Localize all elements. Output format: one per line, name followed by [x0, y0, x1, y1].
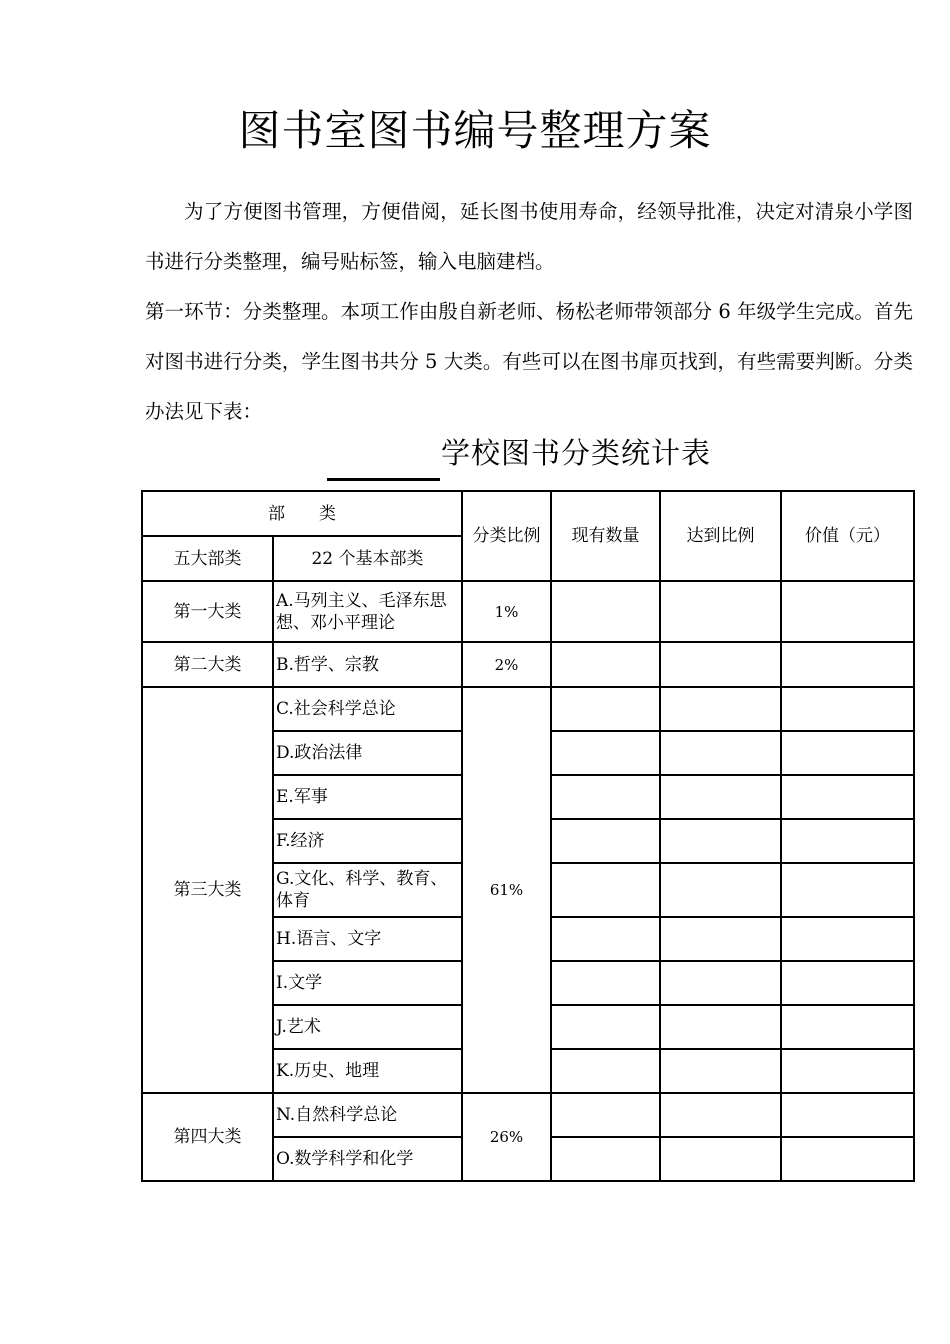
table-row	[142, 1093, 914, 1137]
achieved-cell	[660, 1005, 781, 1049]
value-cell	[781, 642, 914, 687]
count-cell	[551, 917, 660, 961]
count-cell	[551, 819, 660, 863]
achieved-cell	[660, 1093, 781, 1137]
header-current-count: 现有数量	[551, 491, 660, 581]
subcategory-cell: C.社会科学总论	[273, 687, 462, 731]
achieved-cell	[660, 581, 781, 642]
header-row	[142, 491, 914, 536]
ratio-cell: 2%	[462, 642, 551, 687]
value-cell	[781, 731, 914, 775]
value-cell	[781, 1005, 914, 1049]
count-cell	[551, 961, 660, 1005]
subcategory-cell: O.数学科学和化学	[273, 1137, 462, 1181]
table-row	[142, 687, 914, 731]
major-category-cell: 第二大类	[142, 642, 273, 687]
achieved-cell	[660, 961, 781, 1005]
value-cell	[781, 1137, 914, 1181]
subcategory-cell: F.经济	[273, 819, 462, 863]
achieved-cell	[660, 775, 781, 819]
value-cell	[781, 1049, 914, 1093]
table-row	[142, 581, 914, 642]
header-category-group: 部 类	[142, 491, 462, 536]
count-cell	[551, 1005, 660, 1049]
subcategory-cell: J.艺术	[273, 1005, 462, 1049]
intro-paragraph: 为了方便图书管理，方便借阅，延长图书使用寿命，经领导批准，决定对清泉小学图书进行分类整理，编号贴标签，输入电脑建档。	[145, 200, 913, 273]
classification-table	[141, 490, 915, 1182]
achieved-cell	[660, 642, 781, 687]
subcategory-cell: K.历史、地理	[273, 1049, 462, 1093]
count-cell	[551, 687, 660, 731]
subcategory-cell: N.自然科学总论	[273, 1093, 462, 1137]
subcategory-cell: D.政治法律	[273, 731, 462, 775]
achieved-cell	[660, 687, 781, 731]
count-cell	[551, 863, 660, 917]
value-cell	[781, 961, 914, 1005]
value-cell	[781, 687, 914, 731]
value-cell	[781, 581, 914, 642]
subcategory-cell: I.文学	[273, 961, 462, 1005]
step-one-paragraph: 第一环节：分类整理。本项工作由殷自新老师、杨松老师带领部分 6 年级学生完成。首先对图书进行分类，学生图书共分 5 大类。有些可以在图书扉页找到，有些需要判断。分类办法见下表：	[145, 300, 913, 423]
count-cell	[551, 1049, 660, 1093]
header-value: 价值（元）	[781, 491, 914, 581]
header-five-major: 五大部类	[142, 536, 273, 581]
subcategory-cell: A.马列主义、毛泽东思想、邓小平理论	[273, 581, 462, 642]
count-cell	[551, 1093, 660, 1137]
count-cell	[551, 642, 660, 687]
value-cell	[781, 775, 914, 819]
achieved-cell	[660, 1049, 781, 1093]
achieved-cell	[660, 1137, 781, 1181]
major-category-cell: 第一大类	[142, 581, 273, 642]
count-cell	[551, 1137, 660, 1181]
subcategory-cell: H.语言、文字	[273, 917, 462, 961]
major-category-cell: 第四大类	[142, 1093, 273, 1181]
title-underline	[327, 478, 440, 481]
achieved-cell	[660, 819, 781, 863]
count-cell	[551, 581, 660, 642]
page-title: 图书室图书编号整理方案	[238, 106, 712, 155]
count-cell	[551, 775, 660, 819]
value-cell	[781, 917, 914, 961]
ratio-cell: 26%	[462, 1093, 551, 1181]
achieved-cell	[660, 731, 781, 775]
header-achieved-ratio: 达到比例	[660, 491, 781, 581]
value-cell	[781, 863, 914, 917]
header-twenty-two-basic: 22 个基本部类	[273, 536, 462, 581]
major-category-cell: 第三大类	[142, 687, 273, 1093]
subcategory-cell: G.文化、科学、教育、体育	[273, 863, 462, 917]
ratio-cell: 1%	[462, 581, 551, 642]
achieved-cell	[660, 917, 781, 961]
ratio-cell: 61%	[462, 687, 551, 1093]
subcategory-cell: E.军事	[273, 775, 462, 819]
subcategory-cell: B.哲学、宗教	[273, 642, 462, 687]
achieved-cell	[660, 863, 781, 917]
value-cell	[781, 819, 914, 863]
table-row	[142, 642, 914, 687]
value-cell	[781, 1093, 914, 1137]
count-cell	[551, 731, 660, 775]
table-title: 学校图书分类统计表	[441, 436, 712, 470]
header-ratio: 分类比例	[462, 491, 551, 581]
